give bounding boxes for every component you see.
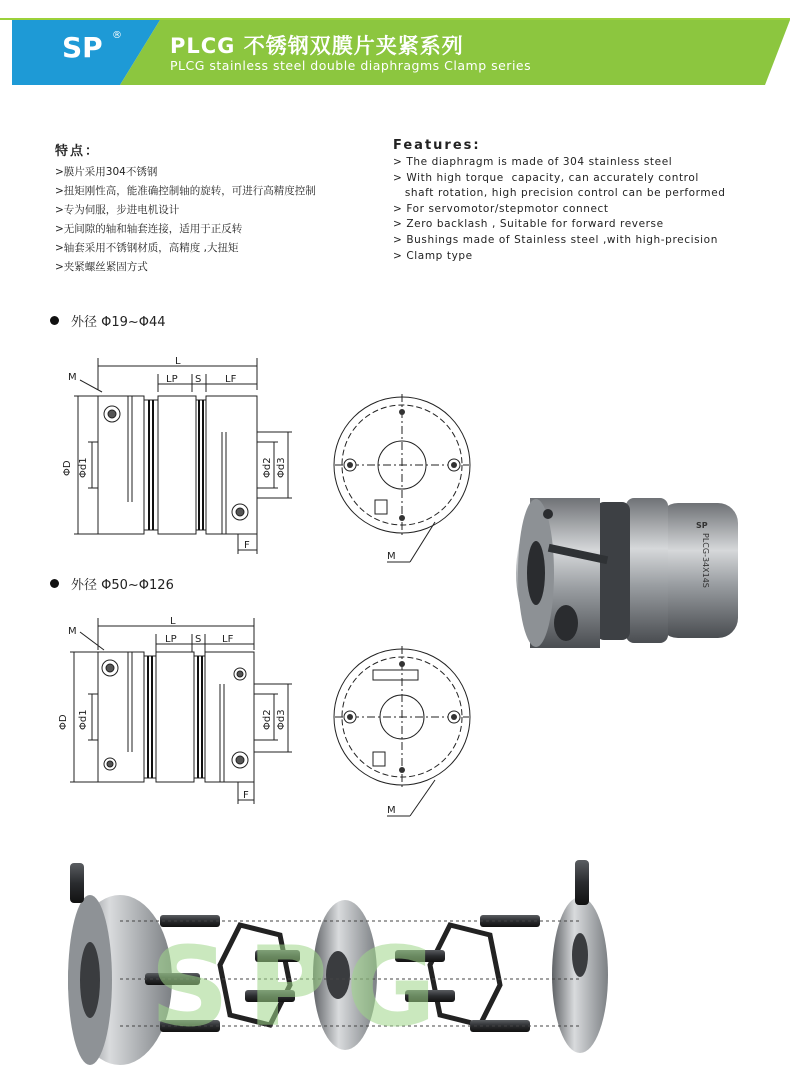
title-english: PLCG stainless steel double diaphragms Clamp series xyxy=(170,58,532,73)
dim-d2-large: Φd2 xyxy=(262,709,273,730)
section-label-small: 外径 Φ19~Φ44 xyxy=(50,311,166,330)
exploded-assembly-photo xyxy=(60,855,730,1070)
dim-S: S xyxy=(195,374,202,385)
dim-M: M xyxy=(68,372,77,383)
dim-d3: Φd3 xyxy=(276,457,287,478)
dim-D: ΦD xyxy=(62,460,73,476)
features-cn-list xyxy=(55,163,375,277)
features-chinese xyxy=(55,140,375,277)
list-item: >扭矩刚性高，能准确控制轴的旋转，可进行高精度控制 xyxy=(55,185,316,197)
dim-d1: Φd1 xyxy=(78,457,89,478)
list-item: > With high torque capacity, can accurately control xyxy=(393,171,699,184)
bullet-dot-icon xyxy=(50,316,59,325)
side-view-drawing-small xyxy=(50,352,310,557)
list-item: > The diaphragm is made of 304 stainless steel xyxy=(393,156,673,168)
watermark-logo: SPG xyxy=(150,923,455,1051)
side-view-drawing-large xyxy=(50,612,310,817)
dim-M-front-large: M xyxy=(387,805,396,816)
list-item: >专为伺服，步进电机设计 xyxy=(55,204,180,216)
product-engraving: PLCG-34X14S xyxy=(701,533,710,588)
dim-M-front: M xyxy=(387,551,396,562)
features-cn-heading: 特点： xyxy=(55,144,101,159)
section-label-large: 外径 Φ50~Φ126 xyxy=(50,574,174,593)
brand-logo xyxy=(60,26,130,66)
dim-S-large: S xyxy=(195,634,202,645)
list-item: > Zero backlash , Suitable for forward reverse xyxy=(393,218,664,231)
front-view-drawing-small xyxy=(325,390,480,570)
list-item: shaft rotation, high precision control can be performed xyxy=(393,187,726,200)
features-en-heading: Features: xyxy=(393,138,481,153)
features-en-list xyxy=(393,155,783,264)
list-item: >轴套采用不锈钢材质，高精度 ,大扭矩 xyxy=(55,242,239,254)
title-chinese: PLCG 不锈钢双膜片夹紧系列 xyxy=(170,34,464,58)
dim-L-large: L xyxy=(170,616,176,627)
product-stamp: SP xyxy=(696,521,708,530)
dim-LP-large: LP xyxy=(165,634,177,645)
list-item: > Bushings made of Stainless steel ,with high-precision xyxy=(393,233,718,246)
bullet-dot-icon xyxy=(50,579,59,588)
dim-d1-large: Φd1 xyxy=(78,709,89,730)
list-item: >膜片采用304不锈钢 xyxy=(55,166,158,178)
list-item: > For servomotor/stepmotor connect xyxy=(393,202,609,215)
logo-text: SP xyxy=(62,31,103,64)
list-item: >夹紧螺丝紧固方式 xyxy=(55,261,148,273)
front-view-drawing-large xyxy=(325,640,480,825)
dim-F: F xyxy=(244,540,250,551)
dim-D-large: ΦD xyxy=(58,714,69,730)
features-english xyxy=(393,138,783,264)
dim-M-large: M xyxy=(68,626,77,637)
dim-d3-large: Φd3 xyxy=(276,709,287,730)
dim-LF: LF xyxy=(225,374,237,385)
logo-registered: ® xyxy=(112,30,122,41)
list-item: >无间隙的轴和轴套连接，适用于正反转 xyxy=(55,223,243,235)
dim-F-large: F xyxy=(243,790,249,801)
dim-d2: Φd2 xyxy=(262,457,273,478)
product-photo-coupling xyxy=(508,488,753,653)
list-item: > Clamp type xyxy=(393,249,473,262)
dim-LP: LP xyxy=(166,374,178,385)
dim-LF-large: LF xyxy=(222,634,234,645)
dim-L: L xyxy=(175,356,181,367)
